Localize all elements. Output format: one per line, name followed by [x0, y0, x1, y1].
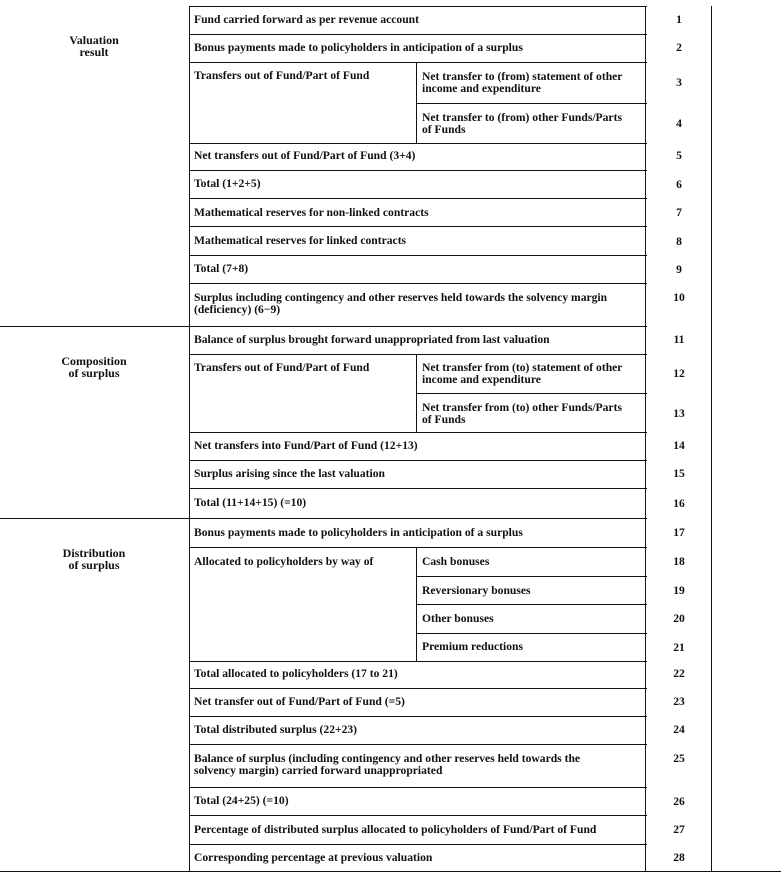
row-8-label: Mathematical reserves for linked contracts — [194, 234, 407, 247]
row-4-number: 4 — [676, 117, 682, 130]
row-line-2 — [189, 62, 647, 63]
row-14-number: 14 — [673, 439, 685, 452]
row-21-number: 21 — [673, 641, 685, 654]
row-22-label: Total allocated to policyholders (17 to 21) — [194, 667, 398, 680]
row-10-label: Surplus including contingency and other reserves held towards the solvency margin (deficiency) (6−9) — [194, 291, 608, 316]
row-line-26 — [189, 815, 647, 816]
row-19-number: 19 — [673, 584, 685, 597]
row-14-label: Net transfers into Fund/Part of Fund (12+13) — [194, 439, 418, 452]
row-line-5 — [189, 170, 647, 171]
row-line-16 — [189, 518, 647, 519]
row-26-number: 26 — [673, 795, 685, 808]
row-22-number: 22 — [673, 667, 685, 680]
row-6-number: 6 — [676, 178, 682, 191]
row-line-12 — [416, 393, 647, 394]
row-line-25 — [189, 787, 647, 788]
row-12-13-group-label: Transfers out of Fund/Part of Fund — [194, 361, 370, 374]
row-6-label: Total (1+2+5) — [194, 177, 261, 190]
table-bottom-border — [0, 871, 781, 872]
row-9-number: 9 — [676, 263, 682, 276]
row-25-number: 25 — [673, 752, 685, 765]
row-19-label: Reversionary bonuses — [422, 584, 531, 597]
row-11-number: 11 — [673, 333, 685, 346]
row-9-label: Total (7+8) — [194, 262, 249, 275]
row-5-number: 5 — [676, 149, 682, 162]
row-line-4 — [189, 143, 647, 144]
row-13-number: 13 — [673, 407, 685, 420]
value-column-left-border — [711, 6, 712, 872]
row-2-number: 2 — [676, 41, 682, 54]
row-line-19 — [416, 604, 647, 605]
row-28-number: 28 — [673, 851, 685, 864]
row-24-number: 24 — [673, 723, 685, 736]
row-line-8 — [189, 255, 647, 256]
row-13-label: Net transfer from (to) other Funds/Parts of Funds — [422, 401, 622, 426]
row-5-label: Net transfers out of Fund/Part of Fund (3+4) — [194, 149, 416, 162]
row-20-label: Other bonuses — [422, 612, 494, 625]
row-18-label: Cash bonuses — [422, 555, 490, 568]
row-8-number: 8 — [676, 235, 682, 248]
row-line-18 — [416, 576, 647, 577]
row-12-label: Net transfer from (to) statement of other income and expenditure — [422, 361, 623, 386]
row-17-label: Bonus payments made to policyholders in anticipation of a surplus — [194, 526, 523, 539]
row-line-22 — [189, 688, 647, 689]
row-25-label: Balance of surplus (including contingency and other reserves held towards the solvency margin) carried forward unappropriated — [194, 752, 581, 777]
row-3-4-group-label: Transfers out of Fund/Part of Fund — [194, 69, 370, 82]
row-line-27 — [189, 844, 647, 845]
row-line-17 — [189, 547, 647, 548]
row-line-6 — [189, 198, 647, 199]
row-line-11 — [189, 354, 647, 355]
row-15-label: Surplus arising since the last valuation — [194, 467, 386, 480]
row-line-9 — [189, 283, 647, 284]
row-11-label: Balance of surplus brought forward unappropriated from last valuation — [194, 333, 550, 346]
row-line-top — [189, 6, 647, 7]
row-23-number: 23 — [673, 695, 685, 708]
row-16-label: Total (11+14+15) (=10) — [194, 496, 307, 509]
row-line-3 — [416, 103, 647, 104]
row-20-number: 20 — [673, 612, 685, 625]
row-27-label: Percentage of distributed surplus allocated to policyholders of Fund/Part of Fund — [194, 823, 597, 836]
row-3-number: 3 — [676, 76, 682, 89]
row-line-7 — [189, 226, 647, 227]
row-26-label: Total (24+25) (=10) — [194, 794, 289, 807]
section-divider-bottom — [0, 518, 190, 519]
row-21-label: Premium reductions — [422, 640, 524, 653]
row-2-label: Bonus payments made to policyholders in anticipation of a surplus — [194, 41, 523, 54]
section-divider-top — [0, 326, 190, 327]
row-line-15 — [189, 488, 647, 489]
number-column-left-border — [645, 6, 646, 872]
section-valuation-result: Valuation result — [69, 33, 119, 59]
row-line-21 — [189, 661, 647, 662]
row-7-number: 7 — [676, 206, 682, 219]
row-line-23 — [189, 716, 647, 717]
row-16-number: 16 — [673, 497, 685, 510]
row-23-label: Net transfer out of Fund/Part of Fund (=5) — [194, 695, 405, 708]
row-18-number: 18 — [673, 555, 685, 568]
row-7-label: Mathematical reserves for non-linked contracts — [194, 206, 429, 219]
section-distribution-of-surplus: Distribution of surplus — [62, 546, 126, 572]
row-15-number: 15 — [673, 467, 685, 480]
table-left-border — [189, 6, 190, 872]
section-composition-of-surplus: Composition of surplus — [61, 354, 127, 380]
row-3-label: Net transfer to (from) statement of other income and expenditure — [422, 70, 623, 95]
row-line-1 — [189, 34, 647, 35]
row-line-20 — [416, 633, 647, 634]
row-1-number: 1 — [676, 13, 682, 26]
row-line-10 — [189, 326, 647, 327]
row-line-13 — [189, 432, 647, 433]
row-17-number: 17 — [673, 526, 685, 539]
row-4-label: Net transfer to (from) other Funds/Parts of Funds — [422, 111, 622, 136]
row-1-label: Fund carried forward as per revenue account — [194, 13, 419, 26]
row-27-number: 27 — [673, 823, 685, 836]
row-line-14 — [189, 460, 647, 461]
row-28-label: Corresponding percentage at previous valuation — [194, 851, 433, 864]
row-line-24 — [189, 744, 647, 745]
row-24-label: Total distributed surplus (22+23) — [194, 723, 358, 736]
row-10-number: 10 — [673, 291, 685, 304]
row-12-number: 12 — [673, 367, 685, 380]
row-18-21-group-label: Allocated to policyholders by way of — [194, 555, 374, 568]
